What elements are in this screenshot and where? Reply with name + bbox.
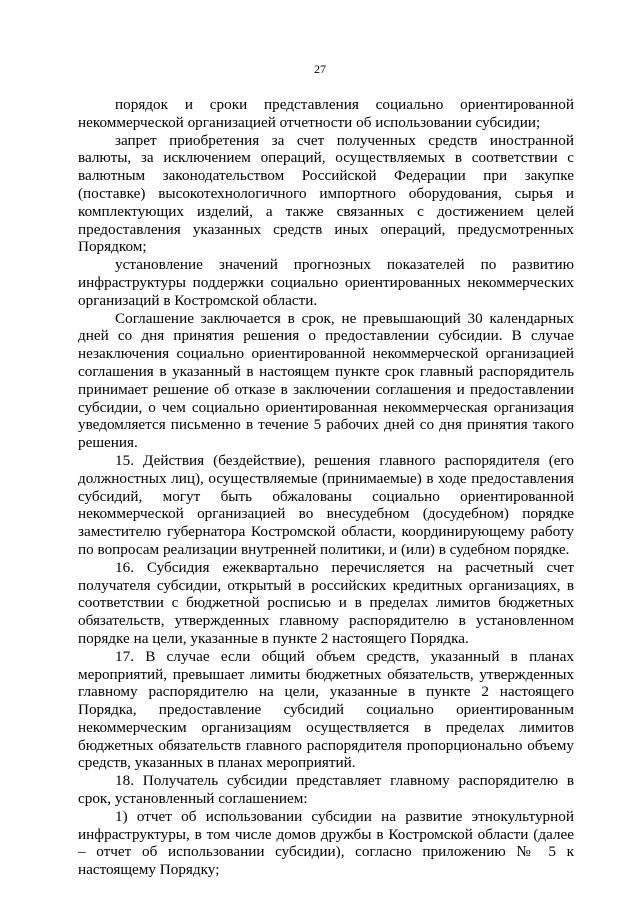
paragraph-18-1-report: 1) отчет об использовании субсидии на развитие этнокультурной инфраструктуры, в том числе домов дружбы в Костромской области (далее – отчет об использовании субсидии), согласно приложению № 5 к настоящему Порядку; [78,807,574,879]
paragraph-18-reporting: 18. Получатель субсидии представляет главному распорядителю в срок, установленный соглашением: [78,772,574,808]
paragraph-15-appeals: 15. Действия (бездействие), решения главного распорядителя (его должностных лиц), осуществляемые (принимаемые) в ходе предоставления субсидий, могут быть обжалованы социально ориентированной некоммерческой организацией во внесудебном (досудебном) порядке заместителю губернатора Костромской области, координирующему работу по вопросам реализации внутренней политики, и (или) в судебном порядке. [78,451,574,558]
page-number: 27 [314,62,326,76]
document-body [78,96,574,879]
paragraph-16-transfer: 16. Субсидия ежеквартально перечисляется на расчетный счет получателя субсидии, открытый в российских кредитных организациях, в соответствии с бюджетной росписью и в пределах лимитов бюджетных обязательств, утвержденных главному распорядителю в установленном порядке на цели, указанные в пункте 2 настоящего Порядка. [78,558,574,647]
paragraph-reporting-procedure: порядок и сроки представления социально ориентированной некоммерческой организацией отчетности об использовании субсидии; [78,96,574,131]
paragraph-currency-ban: запрет приобретения за счет полученных средств иностранной валюты, за исключением операций, осуществляемых в соответствии с валютным законодательством Российской Федерации при закупке (поставке) высокотехнологичного импортного оборудования, сырья и комплектующих изделий, а также связанных с достижением целей предоставления указанных средств иных операций, предусмотренных Порядком; [78,131,574,256]
paragraph-forecast-indicators: установление значений прогнозных показателей по развитию инфраструктуры поддержки социально ориентированных некоммерческих организаций в Костромской области. [78,256,574,309]
paragraph-17-limits: 17. В случае если общий объем средств, указанный в планах мероприятий, превышает лимиты бюджетных обязательств, утвержденных главному распорядителю на цели, указанные в пункте 2 настоящего Порядка, предоставление субсидий социально ориентированным некоммерческим организациям осуществляется в пределах лимитов бюджетных обязательств главного распорядителя пропорционально объему средств, указанных в планах мероприятий. [78,647,574,772]
paragraph-agreement-term: Соглашение заключается в срок, не превышающий 30 календарных дней со дня принятия решения о предоставлении субсидии. В случае незаключения социально ориентированной некоммерческой организацией соглашения в указанный в настоящем пункте срок главный распорядитель принимает решение об отказе в заключении соглашения и предоставлении субсидии, о чем социально ориентированная некоммерческая организация уведомляется письменно в течение 5 рабочих дней со дня принятия такого решения. [78,309,574,452]
